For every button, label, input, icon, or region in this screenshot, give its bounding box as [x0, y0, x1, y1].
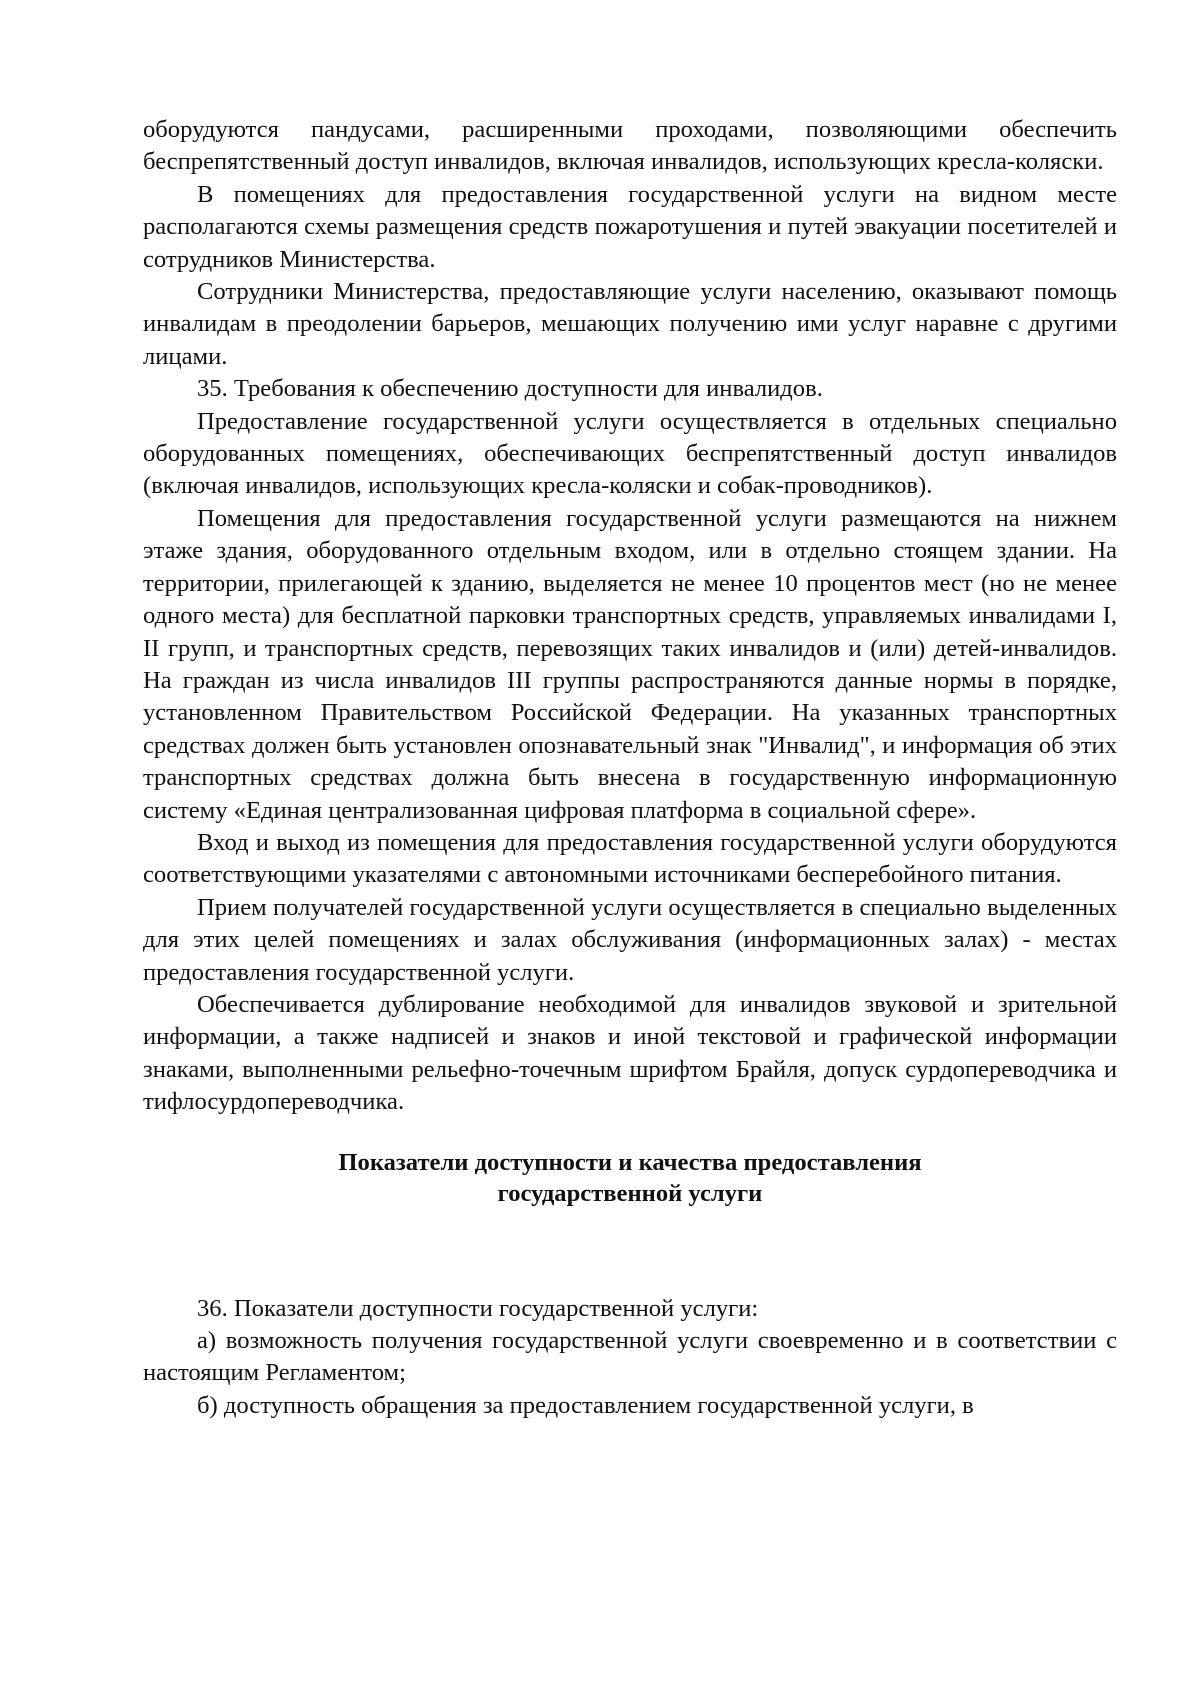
section-heading-line-2: государственной услуги [497, 1179, 763, 1207]
paragraph-evacuation-schemes: В помещениях для предоставления государственной услуги на видном месте располагаются схемы размещения средств пожаротушения и путей эвакуации посетителей и сотрудников Министерства. [143, 180, 1117, 273]
paragraph-special-premises: Предоставление государственной услуги осуществляется в отдельных специально оборудованных помещениях, обеспечивающих беспрепятственный доступ инвалидов (включая инвалидов, использующих кресла-коляски и собак-проводников). [143, 407, 1117, 500]
spacer [143, 1209, 1117, 1293]
paragraph-parking: Помещения для предоставления государственной услуги размещаются на нижнем этаже здания, оборудованного отдельным входом, или в отдельно стоящем здании. На территории, прилегающей к зданию, выделяется не менее 10 процентов мест (но не менее одного места) для бесплатной парковки транспортных средств, управляемых инвалидами I, II групп, и транспортных средств, перевозящих таких инвалидов и (или) детей-инвалидов. На граждан из числа инвалидов III группы распространяются данные нормы в порядке, установленном Правительством Российской Федерации. На указанных транспортных средствах должен быть установлен опознавательный знак "Инвалид", и информация об этих транспортных средствах должна быть внесена в государственную информационную систему «Единая централизованная цифровая платформа в социальной сфере». [143, 504, 1117, 824]
paragraph-item-36: 36. Показатели доступности государственной услуги: [197, 1294, 759, 1322]
document-page [143, 114, 1117, 1422]
section-heading-line-1: Показатели доступности и качества предоставления [338, 1148, 922, 1176]
paragraph-entrance-exit: Вход и выход из помещения для предоставления государственной услуги оборудуются соответствующими указателями с автономными источниками бесперебойного питания. [143, 828, 1117, 889]
paragraph-item-35: 35. Требования к обеспечению доступности для инвалидов. [197, 375, 823, 403]
paragraph-reception: Прием получателей государственной услуги осуществляется в специально выделенных для этих целей помещениях и залах обслуживания (информационных залах) - местах предоставления государственной услуги. [143, 893, 1117, 986]
paragraph-ramps: оборудуются пандусами, расширенными проходами, позволяющими обеспечить беспрепятственный доступ инвалидов, включая инвалидов, использующих кресла-коляски. [143, 116, 1117, 176]
paragraph-item-36-b: б) доступность обращения за предоставлением государственной услуги, в [197, 1391, 974, 1419]
section-heading [143, 1147, 1117, 1209]
paragraph-staff-assistance: Сотрудники Министерства, предоставляющие услуги населению, оказывают помощь инвалидам в преодолении барьеров, мешающих получению ими услуг наравне с другими лицами. [143, 278, 1117, 370]
paragraph-braille: Обеспечивается дублирование необходимой для инвалидов звуковой и зрительной информации, а также надписей и знаков и иной текстовой и графической информации знаками, выполненными рельефно-точечным шрифтом Брайля, допуск сурдопереводчика и тифлосурдопереводчика. [143, 990, 1117, 1116]
paragraph-item-36-a: а) возможность получения государственной услуги своевременно и в соответствии с настоящим Регламентом; [143, 1327, 1117, 1387]
